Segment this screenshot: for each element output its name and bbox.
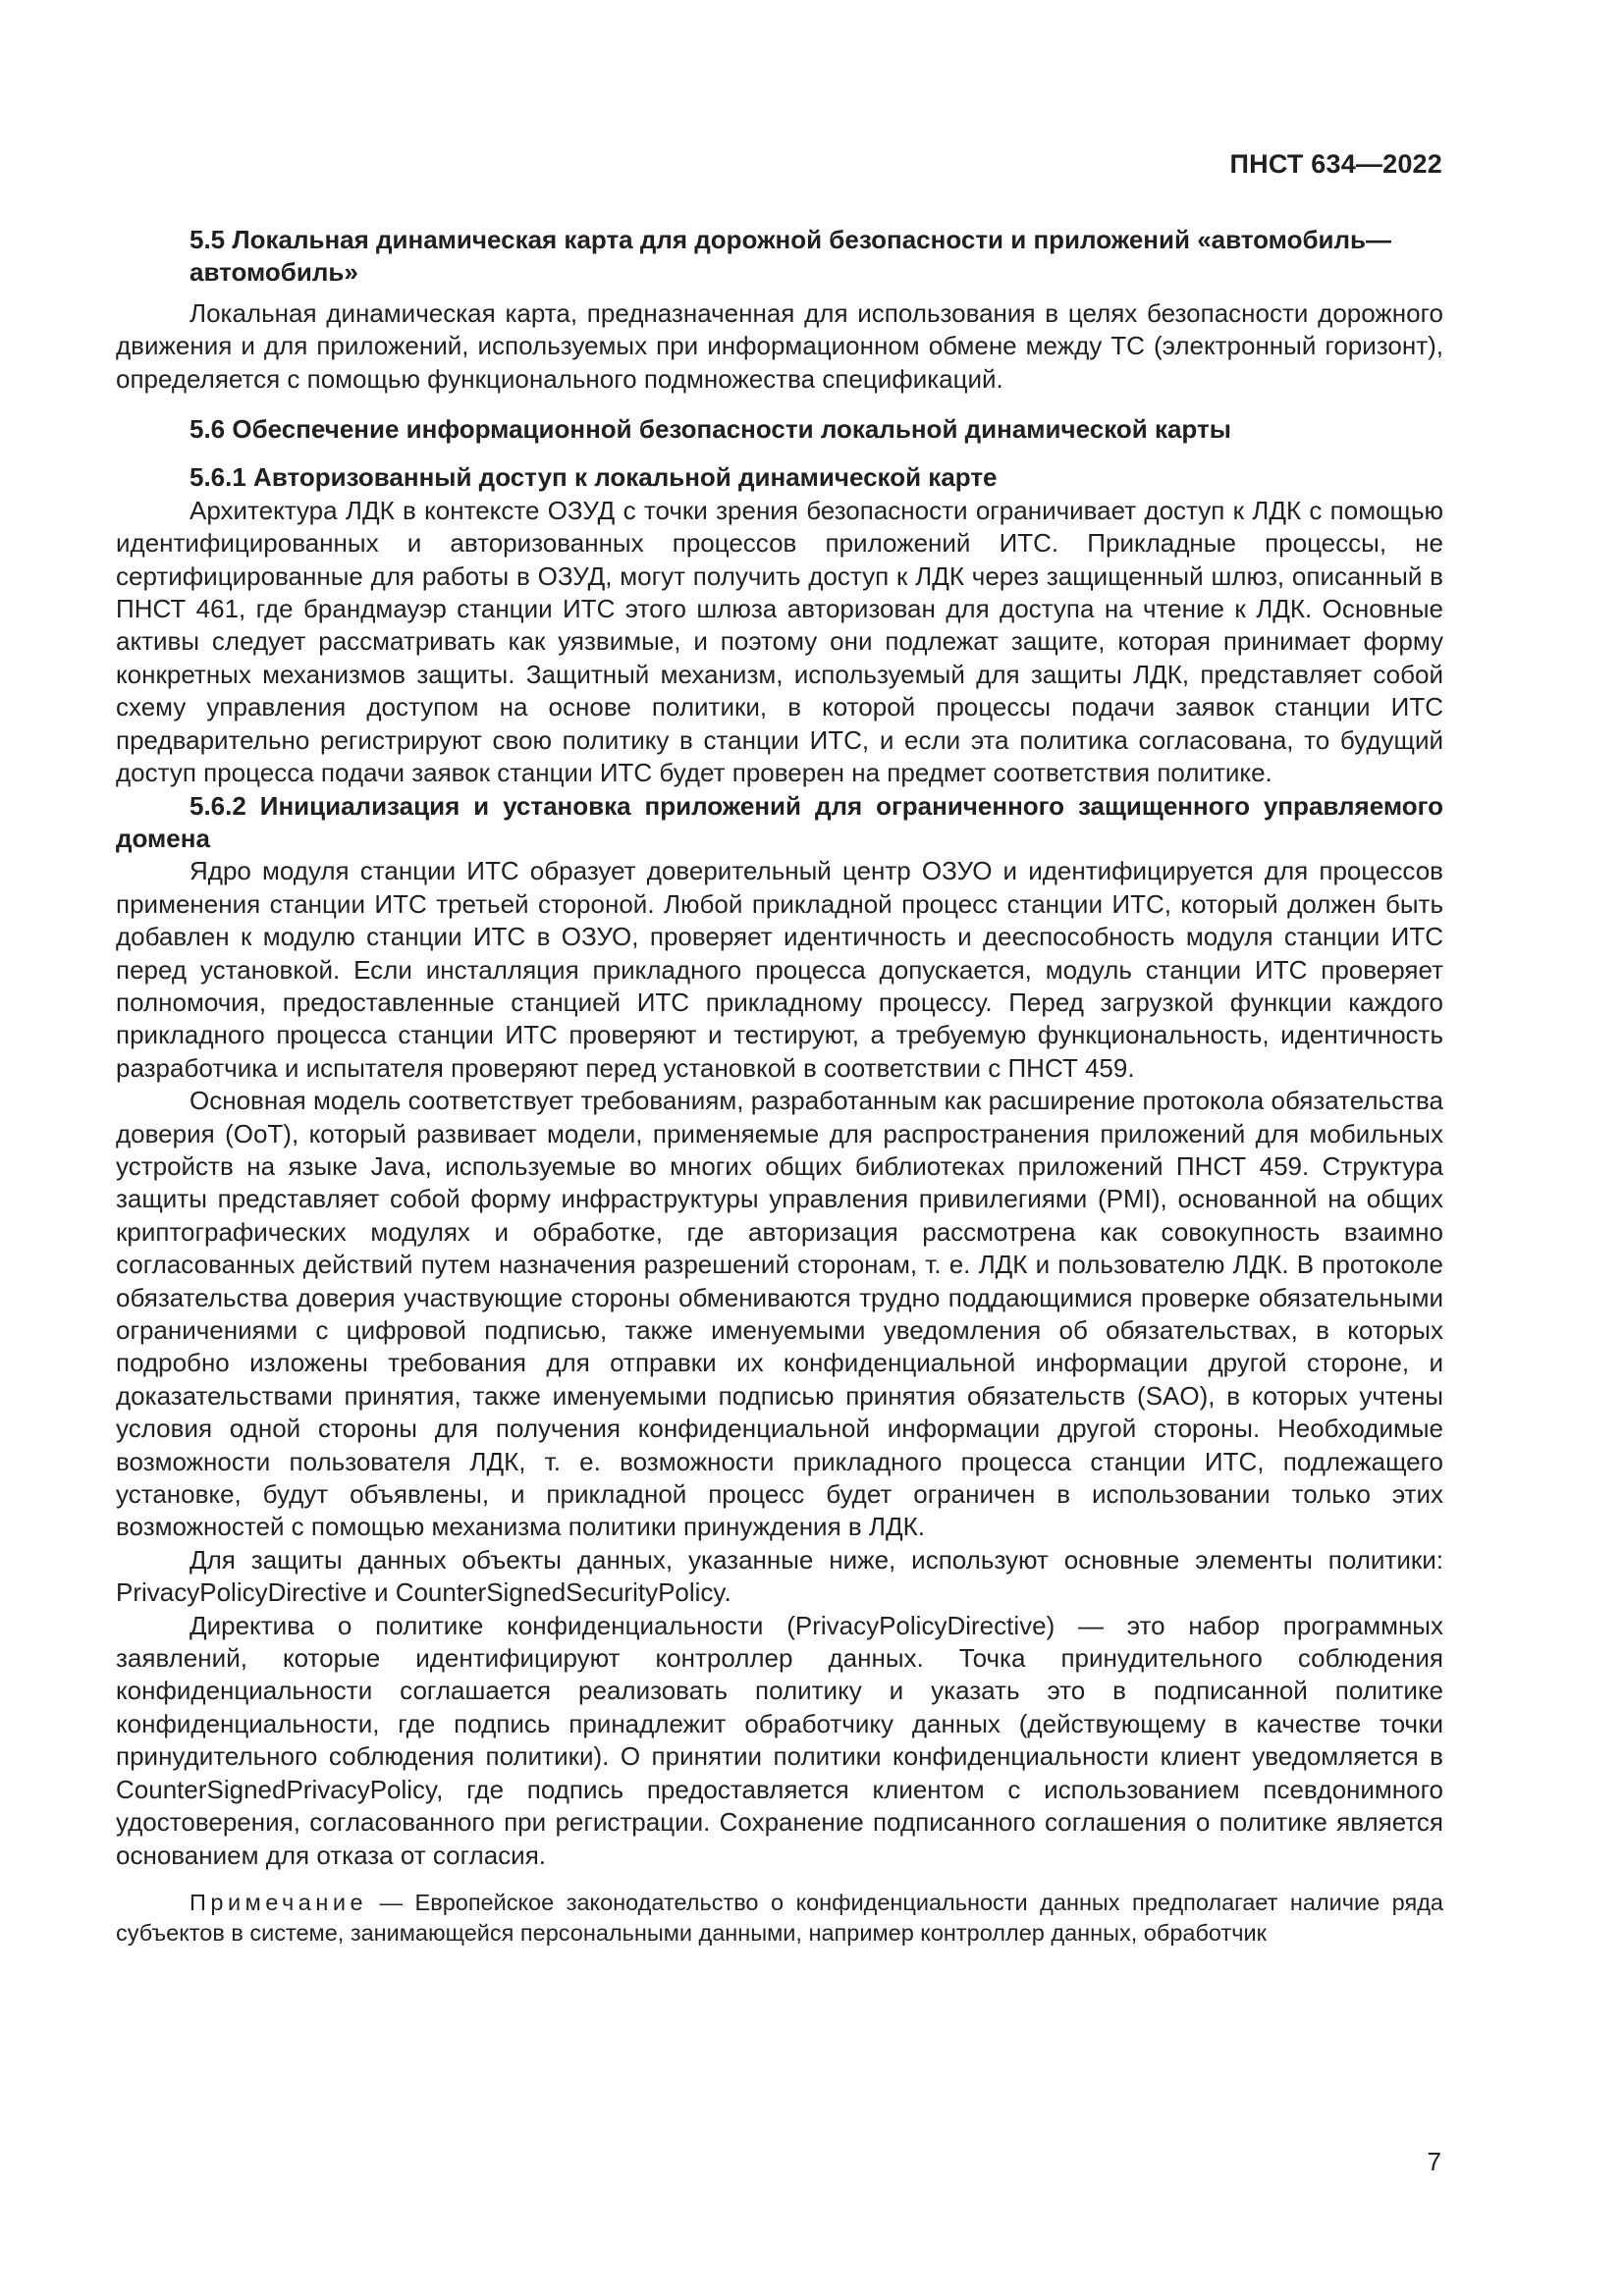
section-5-6-1-heading: 5.6.1 Авторизованный доступ к локальной динамической карте [189, 462, 998, 493]
section-5-6-1-paragraph: Архитектура ЛДК в контексте ОЗУД с точки зрения безопасности ограничивает доступ к ЛДК с помощью идентифицированных и авторизованных процессов приложений ИТС. Прикладные процессы, не сертифицированные для работы в ОЗУД, могут получить доступ к ЛДК через защищенный шлюз, описанный в ПНСТ 461, где брандмауэр станции ИТС этого шлюза авторизован для доступа на чтение к ЛДК. Основные активы следует рассматривать как уязвимые, и поэтому они подлежат защите, которая принимает форму конкретных механизмов защиты. Защитный механизм, используемый для защиты ЛДК, представляет собой схему управления доступом на основе политики, в которой процессы подачи заявок станции ИТС предварительно регистрируют свою политику в станции ИТС, и если эта политика согласована, то будущий доступ процесса подачи заявок станции ИТС будет проверен на предмет соответствия политике. [116, 495, 1443, 788]
note-text: — Европейское законодательство о конфиденциальности данных предполагает наличие ряда субъектов в системе, занимающейся персональными данными, например контроллер данных, обработчик [116, 1889, 1443, 1946]
section-5-6-2-paragraph-3: Для защиты данных объекты данных, указанные ниже, используют основные элементы политики: PrivacyPolicyDirective и CounterSignedSecurityPolicy. [116, 1544, 1443, 1608]
section-5-5-paragraph: Локальная динамическая карта, предназначенная для использования в целях безопасности дорожного движения и для приложений, используемых при информационном обмене между ТС (электронный горизонт), определяется с помощью функционального подмножества спецификаций. [116, 297, 1443, 394]
section-5-6-heading: 5.6 Обеспечение информационной безопасности локальной динамической карты [189, 414, 1231, 445]
document-body [116, 224, 1443, 1949]
section-5-6-2-paragraph-4: Директива о политике конфиденциальности (PrivacyPolicyDirective) — это набор программных заявлений, которые идентифицируют контроллер данных. Точка принудительного соблюдения конфиденциальности соглашается реализовать политику и указать это в подписанной политике конфиденциальности, где подпись принадлежит обработчику данных (действующему в качестве точки принудительного соблюдения политики). О принятии политики конфиденциальности клиент уведомляется в CounterSignedPrivacyPolicy, где подпись предоставляется клиентом с использованием псевдонимного удостоверения, согласованного при регистрации. Сохранение подписанного соглашения о политике является основанием для отказа от согласия. [116, 1610, 1443, 1870]
note [116, 1888, 1443, 1949]
section-5-6-2-paragraph-1: Ядро модуля станции ИТС образует доверительный центр ОЗУО и идентифицируется для процессов применения станции ИТС третьей стороной. Любой прикладной процесс станции ИТС, который должен быть добавлен к модулю станции ИТС в ОЗУО, проверяет идентичность и дееспособность модуля станции ИТС перед установкой. Если инсталляция прикладного процесса допускается, модуль станции ИТС проверяет полномочия, предоставленные станцией ИТС прикладному процессу. Перед загрузкой функции каждого прикладного процесса станции ИТС проверяют и тестируют, а требуемую функциональность, идентичность разработчика и испытателя проверяют перед установкой в соответствии с ПНСТ 459. [116, 856, 1443, 1083]
page-number: 7 [1427, 2147, 1441, 2176]
document-code: ПНСТ 634—2022 [1229, 149, 1442, 179]
note-label: Примечание [189, 1889, 368, 1915]
section-5-6-2-paragraph-2: Основная модель соответствует требованиям, разработанным как расширение протокола обязательства доверия (OoT), который развивает модели, применяемые для распространения приложений для мобильных устройств на языке Java, используемые во многих общих библиотеках приложений ПНСТ 459. Структура защиты представляет собой форму инфраструктуры управления привилегиями (PMI), основанной на общих криптографических модулях и обработке, где авторизация рассмотрена как совокупность взаимно согласованных действий путем назначения разрешений сторонам, т. е. ЛДК и пользователю ЛДК. В протоколе обязательства доверия участвующие стороны обмениваются трудно поддающимися проверке обязательными ограничениями с цифровой подписью, также именуемыми уведомления об обязательствах, в которых подробно изложены требования для отправки их конфиденциальной информации другой стороне, и доказательствами принятия, также именуемыми подписью принятия обязательств (SAO), в которых учтены условия одной стороны для получения конфиденциальной информации другой стороны. Необходимые возможности пользователя ЛДК, т. е. возможности прикладного процесса станции ИТС, подлежащего установке, будут объявлены, и прикладной процесс будет ограничен в использовании только этих возможностей с помощью механизма политики принуждения в ЛДК. [116, 1086, 1443, 1542]
section-5-6-2-heading: 5.6.2 Инициализация и установка приложений для ограниченного защищенного управляемого домена [116, 790, 1443, 853]
section-5-5-heading: 5.5 Локальная динамическая карта для дорожной безопасности и приложений «автомобиль—автомобиль» [189, 225, 1391, 288]
